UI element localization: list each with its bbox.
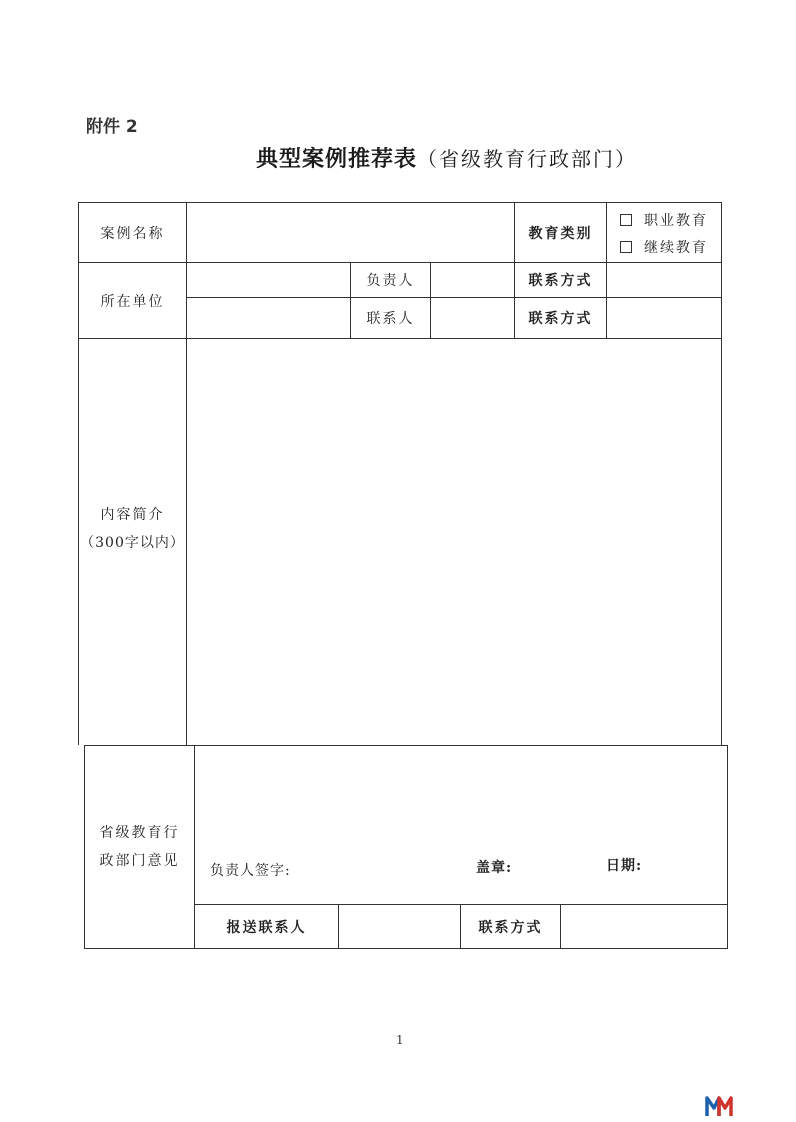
unit-field[interactable]: [187, 263, 350, 338]
content-intro-label: 内容简介 （300字以内）: [80, 507, 185, 551]
checkbox-icon[interactable]: [620, 241, 632, 253]
title-main: 典型案例推荐表: [256, 146, 418, 172]
opinion-label: 省级教育行 政部门意见: [99, 825, 180, 869]
contact-method-label-2: 联系方式: [528, 311, 593, 327]
attachment-label: 附件 2: [86, 117, 138, 137]
date-label: 日期:: [606, 858, 643, 874]
case-name-field[interactable]: [187, 203, 514, 262]
content-intro-field[interactable]: [187, 339, 721, 745]
person-in-charge-field[interactable]: [431, 263, 514, 297]
submit-contact-method-label: 联系方式: [478, 919, 543, 936]
edu-type-options: [620, 206, 720, 260]
contact-method-label-1: 联系方式: [528, 273, 593, 289]
contact-method-field-1[interactable]: [607, 263, 721, 297]
person-in-charge-label: 负责人: [366, 273, 415, 289]
publisher-logo-icon: [705, 1094, 733, 1118]
unit-label: 所在单位: [100, 293, 165, 310]
signature-label: 负责人签字:: [210, 863, 291, 879]
option-continuing-education[interactable]: 继续教育: [620, 237, 720, 257]
submit-contact-method-field[interactable]: [561, 905, 727, 948]
edu-type-label: 教育类别: [528, 225, 593, 242]
submit-contact-field[interactable]: [339, 905, 460, 948]
contact-method-field-2[interactable]: [607, 298, 721, 338]
page-title: [256, 142, 637, 173]
seal-label: 盖章:: [476, 860, 513, 876]
page-number: 1: [396, 1033, 404, 1047]
case-name-label: 案例名称: [100, 225, 165, 242]
opinion-field[interactable]: [195, 746, 727, 846]
contact-person-label: 联系人: [366, 311, 415, 327]
submit-contact-label: 报送联系人: [226, 919, 307, 936]
title-sub: （省级教育行政部门）: [417, 147, 638, 171]
option-vocational-education[interactable]: 职业教育: [620, 210, 720, 230]
checkbox-icon[interactable]: [620, 214, 632, 226]
contact-person-field[interactable]: [431, 298, 514, 338]
